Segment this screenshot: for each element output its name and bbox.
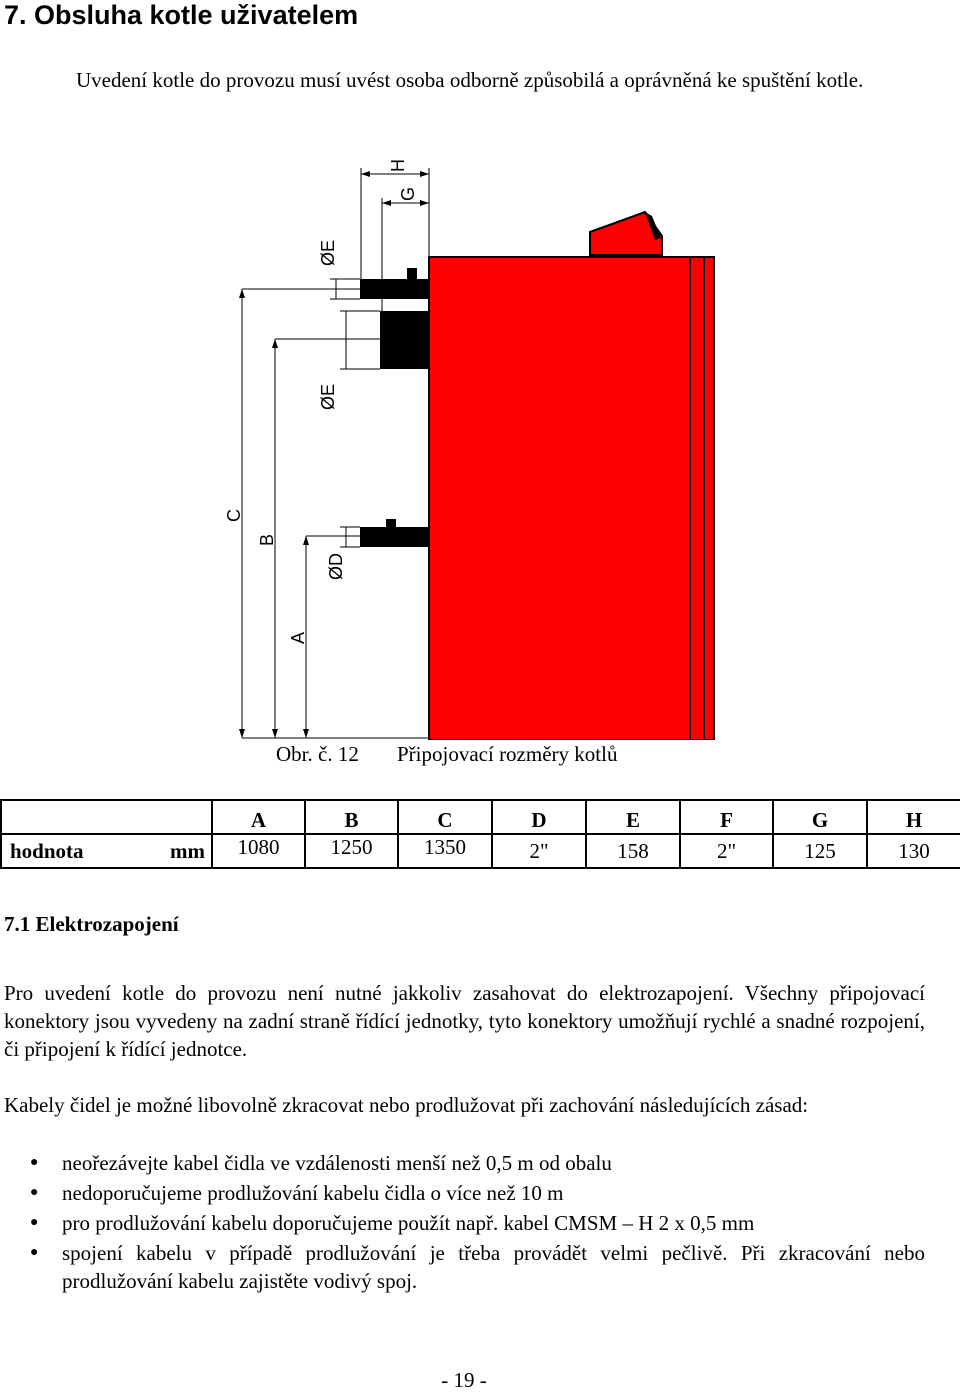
section-title: 7.1 Elektrozapojení: [4, 912, 179, 936]
section-paragraph-1: Pro uvedení kotle do provozu není nutné jakkoliv zasahovat do elektrozapojení. Všechny připojovací konektory jsou vyvedeny na zadní straně řídící jednotky, tyto konektory umožňují rychlé a snadné rozpojení, či připojení k řídící jednotce.: [4, 981, 925, 1061]
bullet-list: [4, 1149, 925, 1295]
table-row: [1, 834, 960, 868]
header-h: H: [867, 800, 960, 834]
list-item: ● pro prodlužování kabelu doporučujeme použít např. kabel CMSM – H 2 x 0,5 mm: [4, 1209, 925, 1237]
intro-paragraph: [4, 66, 904, 95]
section-paragraph-2: Kabely čidel je možné libovolně zkracovat nebo prodlužovat při zachování následujících zásad:: [4, 1093, 809, 1117]
list-item: ● neořezávejte kabel čidla ve vzdálenosti menší než 0,5 m od obalu: [4, 1149, 925, 1177]
boiler-dimension-drawing: [0, 140, 960, 740]
value-g: 125: [773, 834, 867, 868]
dim-label-h: H: [388, 159, 408, 172]
dim-label-c: C: [224, 509, 244, 522]
value-a: 1080: [212, 834, 305, 868]
row-unit: mm: [156, 834, 212, 868]
page-heading: 7. Obsluha kotle uživatelem: [4, 0, 359, 30]
dim-label-d: ØD: [326, 553, 346, 580]
value-f: 2": [680, 834, 773, 868]
header-f: F: [680, 800, 773, 834]
dim-label-b: B: [257, 533, 277, 546]
dim-label-e-lower: ØE: [318, 383, 338, 410]
figure-caption-text: Připojovací rozměry kotlů: [397, 742, 618, 766]
intro-text: Uvedení kotle do provozu musí uvést osoba odborně způsobilá a oprávněná ke spuštění kotle.: [76, 68, 864, 92]
list-item: ● nedoporučujeme prodlužování kabelu čidla o více než 10 m: [4, 1179, 925, 1207]
header-g: G: [773, 800, 867, 834]
dim-label-e-upper: ØE: [318, 239, 338, 266]
header-e: E: [586, 800, 680, 834]
pipe-upper: [360, 279, 429, 299]
header-b: B: [305, 800, 398, 834]
value-e: 158: [586, 834, 680, 868]
dimension-table: [0, 799, 960, 869]
value-b: 1250: [305, 834, 398, 868]
header-d: D: [492, 800, 586, 834]
list-item: ● spojení kabelu v případě prodlužování je třeba provádět velmi pečlivě. Při zkracování nebo prodlužování kabelu zajistěte vodivý spoj.: [4, 1239, 925, 1295]
header-a: A: [212, 800, 305, 834]
dim-label-g: G: [398, 186, 418, 201]
page-number: - 19 -: [441, 1368, 487, 1392]
pipe-lower: [360, 527, 429, 547]
header-c: C: [398, 800, 492, 834]
dim-label-a: A: [288, 631, 308, 644]
value-h: 130: [867, 834, 960, 868]
flue-outlet: [380, 311, 429, 369]
value-d: 2": [492, 834, 586, 868]
figure-caption-number: Obr. č. 12: [276, 742, 359, 766]
value-c: 1350: [398, 834, 492, 868]
boiler-body: [429, 257, 714, 740]
row-label: hodnota: [1, 834, 156, 868]
table-header-row: [1, 800, 960, 834]
